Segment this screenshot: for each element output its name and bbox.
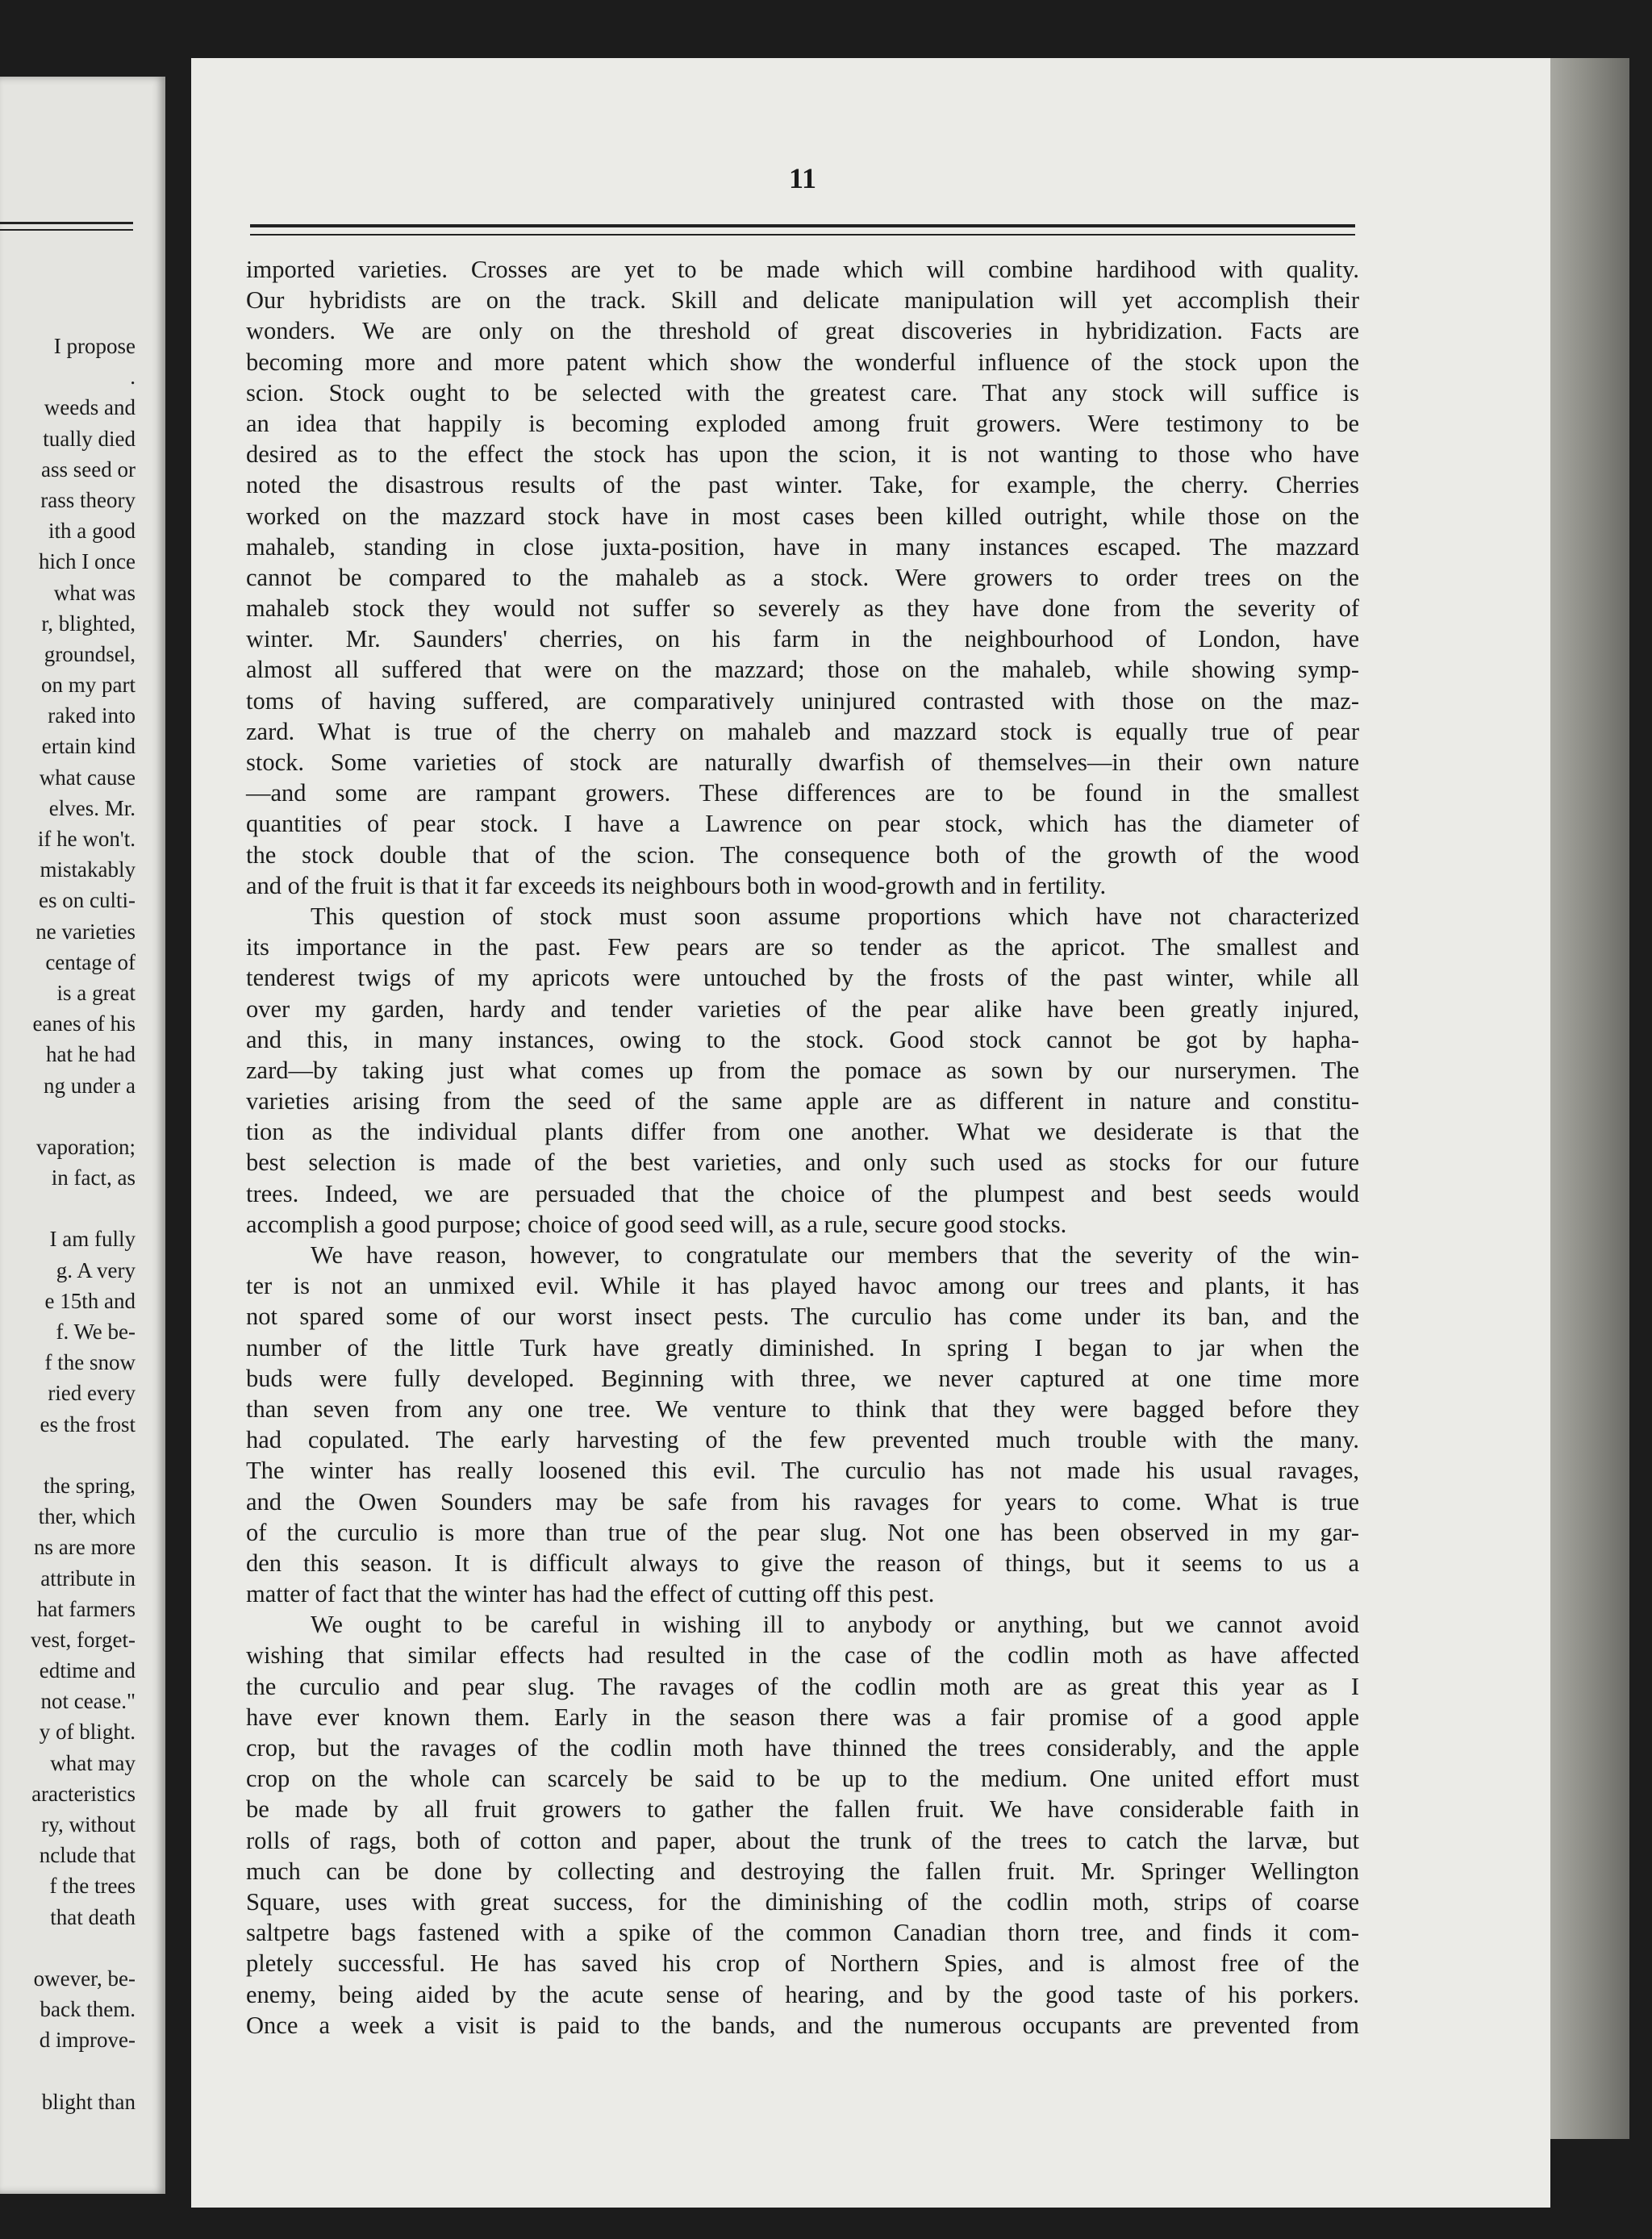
left-page-line — [0, 1440, 136, 1470]
text-line: varieties arising from the seed of the same apple are as different in nature and constitu- — [246, 1087, 1359, 1115]
text-line: We ought to be careful in wishing ill to anybody or anything, but we cannot avoid — [311, 1611, 1359, 1639]
text-line: We have reason, however, to congratulate our members that the severity of the win- — [311, 1241, 1359, 1269]
left-page-line: ne varieties — [35, 919, 136, 944]
left-page-line: ertain kind — [41, 734, 136, 759]
header-rule — [250, 224, 1355, 227]
left-page-line: what may — [50, 1750, 136, 1775]
text-line: noted the disastrous results of the past winter. Take, for example, the cherry. Cherries — [246, 471, 1359, 499]
text-line: have ever known them. Early in the season there was a fair promise of a good apple — [246, 1703, 1359, 1731]
left-page-line: what was — [53, 580, 136, 605]
text-line: stock. Some varieties of stock are naturally dwarfish of themselves—in their own nature — [246, 748, 1359, 776]
text-line: winter. Mr. Saunders' cherries, on his farm in the neighbourhood of London, have — [246, 625, 1359, 653]
left-page-line — [0, 1101, 136, 1132]
left-page-line: rass theory — [40, 487, 136, 512]
text-line: almost all suffered that were on the mazzard; those on the mahaleb, while showing symp- — [246, 656, 1359, 684]
text-line: Once a week a visit is paid to the bands, and the numerous occupants are prevented from — [246, 2011, 1359, 2039]
left-page-line: hich I once — [39, 549, 136, 574]
text-line: zard. What is true of the cherry on mahaleb and mazzard stock is equally true of pear — [246, 717, 1359, 745]
left-page-line: blight than — [41, 2089, 136, 2114]
left-page-line: es the frost — [40, 1411, 136, 1436]
left-page-line: eanes of his — [32, 1011, 136, 1036]
text-line: —and some are rampant growers. These differences are to be found in the smallest — [246, 779, 1359, 807]
text-line: scion. Stock ought to be selected with the greatest care. That any stock will suffice is — [246, 378, 1359, 407]
left-page-line: e 15th and — [44, 1288, 136, 1313]
left-page-line: ith a good — [48, 519, 136, 544]
left-page-line: owever, be- — [33, 1966, 136, 1991]
text-line: had copulated. The early harvesting of the few prevented much trouble with the many. — [246, 1426, 1359, 1454]
text-line: Square, uses with great success, for the diminishing of the codlin moth, strips of coarse — [246, 1887, 1359, 1916]
left-page-line: groundsel, — [44, 641, 136, 666]
text-line: Our hybridists are on the track. Skill and delicate manipulation will yet accomplish their — [246, 286, 1359, 315]
text-line: rolls of rags, both of cotton and paper, about the trunk of the trees to catch the larvæ, but — [246, 1826, 1359, 1854]
text-line: of the curculio is more than true of the pear slug. Not one has been observed in my gar- — [246, 1518, 1359, 1546]
left-page-text — [0, 331, 136, 2117]
text-line: zard—by taking just what comes up from the pomace as sown by our nurserymen. The — [246, 1056, 1359, 1084]
text-line: and the Owen Sounders may be safe from his ravages for years to come. What is true — [246, 1487, 1359, 1516]
left-page-line: edtime and — [39, 1658, 136, 1683]
text-line: saltpetre bags fastened with a spike of the common Canadian thorn tree, and finds it com- — [246, 1919, 1359, 1947]
left-page-line: ried every — [48, 1381, 136, 1406]
left-page-line: f the snow — [44, 1350, 136, 1375]
text-line: tion as the individual plants differ from one another. What we desiderate is that the — [246, 1118, 1359, 1146]
left-page-rule — [0, 222, 133, 224]
text-line: imported varieties. Crosses are yet to be made which will combine hardihood with quality. — [246, 256, 1359, 283]
left-page-line: mistakably — [40, 857, 136, 882]
left-page-line: r, blighted, — [41, 611, 136, 636]
left-page-line: on my part — [41, 673, 136, 698]
left-page-line: I propose — [53, 334, 136, 358]
left-page-line: that death — [50, 1904, 136, 1929]
text-line: den this season. It is difficult always to give the reason of things, but it seems to us a — [246, 1549, 1359, 1577]
left-page-line: what cause — [39, 765, 136, 790]
text-line: the curculio and pear slug. The ravages of the codlin moth are as great this year as I — [246, 1672, 1359, 1700]
text-line: best selection is made of the best varieties, and only such used as stocks for our future — [246, 1149, 1359, 1177]
left-page-line: vaporation; — [36, 1134, 136, 1159]
left-page-line — [0, 1933, 136, 1963]
body-text — [246, 254, 1359, 2041]
left-page-line: weeds and — [44, 395, 136, 420]
text-line: worked on the mazzard stock have in most cases been killed outright, while those on the — [246, 502, 1359, 530]
left-page-line: f the trees — [49, 1874, 136, 1899]
left-page-line: ng under a — [44, 1073, 136, 1098]
left-page-line: raked into — [48, 703, 136, 728]
text-line: and of the fruit is that it far exceeds its neighbours both in wood-growth and in fertility. — [246, 871, 1107, 899]
text-line: an idea that happily is becoming exploded among fruit growers. Were testimony to be — [246, 409, 1359, 437]
left-page-line: I am fully — [49, 1227, 136, 1252]
left-page-line: if he won't. — [37, 827, 136, 851]
text-line: wishing that similar effects had resulted in the case of the codlin moth as have affected — [246, 1641, 1359, 1670]
left-page-line: y of blight. — [39, 1720, 136, 1745]
text-line: trees. Indeed, we are persuaded that the choice of the plumpest and best seeds would — [246, 1179, 1359, 1207]
text-line: crop, but the ravages of the codlin moth have thinned the trees considerably, and the apple — [246, 1734, 1359, 1762]
text-line: crop on the whole can scarcely be said to be up to the medium. One united effort must — [246, 1765, 1359, 1793]
left-page-line: hat he had — [46, 1042, 136, 1067]
text-line: toms of having suffered, are comparatively uninjured contrasted with those on the maz- — [246, 686, 1359, 715]
left-page-line: f. We be- — [56, 1320, 136, 1344]
text-line: quantities of pear stock. I have a Lawrence on pear stock, which has the diameter of — [246, 810, 1359, 838]
text-line: than seven from any one tree. We venture to think that they were bagged before they — [246, 1395, 1359, 1423]
left-page-line: back them. — [40, 1997, 136, 2022]
text-line: matter of fact that the winter has had the effect of cutting off this pest. — [246, 1580, 935, 1608]
left-page-line: es on culti- — [39, 888, 136, 913]
text-line: pletely successful. He has saved his crop of Northern Spies, and is almost free of the — [246, 1949, 1359, 1978]
left-page-line: d improve- — [39, 2028, 136, 2053]
text-line: accomplish a good purpose; choice of good seed will, as a rule, secure good stocks. — [246, 1210, 1067, 1238]
text-line: number of the little Turk have greatly diminished. In spring I began to jar when the — [246, 1333, 1359, 1361]
left-page-line — [0, 1193, 136, 1224]
text-line: be made by all fruit growers to gather the fallen fruit. We have considerable faith in — [246, 1795, 1359, 1824]
left-page-line: centage of — [45, 949, 136, 974]
left-page-line — [0, 2056, 136, 2087]
text-line: tenderest twigs of my apricots were untouched by the frosts of the past winter, while all — [246, 964, 1359, 992]
left-page-rule — [0, 229, 133, 231]
text-line: wonders. We are only on the threshold of great discoveries in hybridization. Facts are — [246, 317, 1359, 345]
text-line: mahaleb, standing in close juxta-position, have in many instances escaped. The mazzard — [246, 532, 1359, 561]
left-page-line: vest, forget- — [31, 1627, 136, 1652]
text-line: over my garden, hardy and tender varieties of the pear alike have been greatly injured, — [246, 994, 1359, 1023]
left-page-line: the spring, — [44, 1473, 136, 1498]
left-page-line: nclude that — [39, 1843, 136, 1868]
text-line: The winter has really loosened this evil. The curculio has not made his usual ravages, — [246, 1457, 1359, 1485]
left-page-line: . — [130, 365, 136, 390]
left-page-line: tually died — [43, 426, 136, 451]
left-page-line: aracteristics — [31, 1781, 136, 1806]
left-page-line: hat farmers — [36, 1596, 136, 1621]
page-number: 11 — [788, 162, 816, 194]
left-page-line: is a great — [56, 980, 136, 1005]
text-line: buds were fully developed. Beginning with three, we never captured at one time more — [246, 1364, 1359, 1392]
left-page-line: ns are more — [34, 1535, 136, 1560]
text-line: not spared some of our worst insect pests. The curculio has come under its ban, and the — [246, 1303, 1359, 1331]
text-line: the stock double that of the scion. The consequence both of the growth of the wood — [246, 840, 1359, 869]
text-line: enemy, being aided by the acute sense of hearing, and by the good taste of his porkers. — [246, 1980, 1359, 2008]
text-line: cannot be compared to the mahaleb as a stock. Were growers to order trees on the — [246, 563, 1359, 591]
text-line: This question of stock must soon assume proportions which have not characterized — [311, 902, 1359, 930]
header-rule — [250, 234, 1355, 236]
text-line: mahaleb stock they would not suffer so severely as they have done from the severity of — [246, 594, 1359, 623]
previous-page-fragment — [0, 77, 165, 2194]
text-line: its importance in the past. Few pears are so tender as the apricot. The smallest and — [246, 933, 1359, 961]
text-line: and this, in many instances, owing to the stock. Good stock cannot be got by hapha- — [246, 1025, 1359, 1053]
left-page-line: ass seed or — [41, 457, 136, 482]
left-page-line: in fact, as — [51, 1165, 136, 1190]
text-line: much can be done by collecting and destroying the fallen fruit. Mr. Springer Wellington — [246, 1857, 1359, 1885]
left-page-line: ry, without — [41, 1812, 136, 1837]
left-page-line: not cease." — [40, 1689, 136, 1714]
text-line: desired as to the effect the stock has upon the scion, it is not wanting to those who have — [246, 440, 1359, 469]
left-page-line: attribute in — [40, 1566, 136, 1591]
left-page-line: ther, which — [38, 1504, 136, 1529]
text-line: becoming more and more patent which show the wonderful influence of the stock upon the — [246, 348, 1359, 376]
left-page-line: elves. Mr. — [48, 795, 136, 820]
left-page-line: g. A very — [56, 1257, 136, 1282]
text-line: ter is not an unmixed evil. While it has played havoc among our trees and plants, it has — [246, 1272, 1359, 1300]
